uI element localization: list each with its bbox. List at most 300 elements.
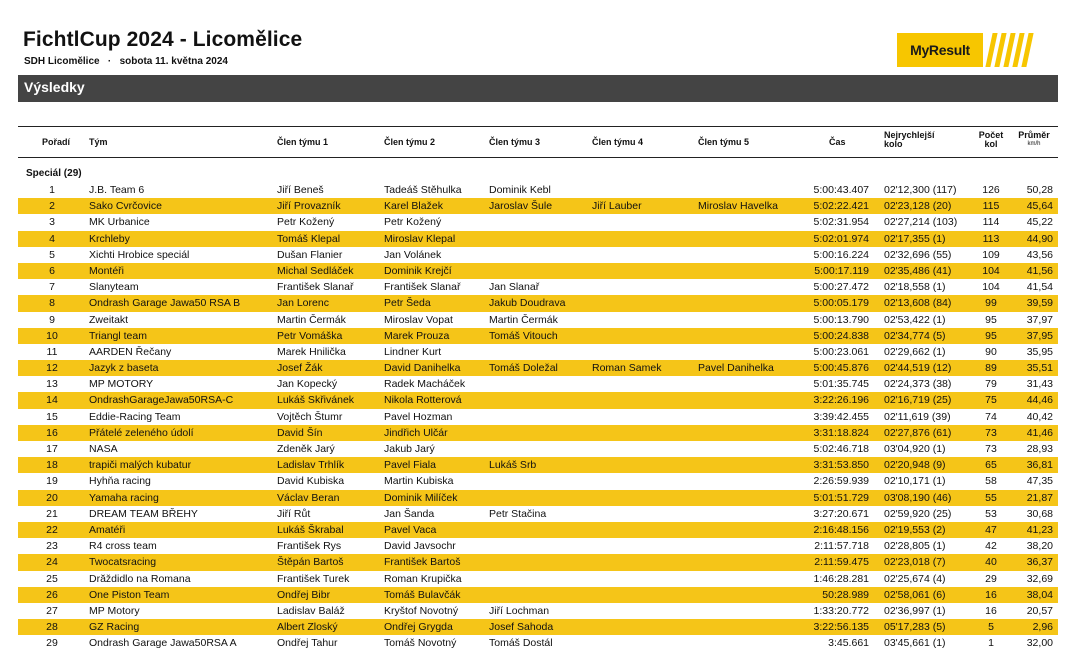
cell-laps: 73 — [985, 426, 997, 439]
col-member3-header: Člen týmu 3 — [489, 137, 541, 147]
cell-time: 2:16:48.156 — [813, 523, 869, 536]
cell-time: 5:00:16.224 — [813, 248, 869, 261]
cell-team: MP MOTORY — [89, 378, 154, 391]
cell-fastest-lap: 02'20,948 (9) — [884, 459, 946, 472]
cell-team: Přátelé zeleného údolí — [89, 426, 194, 439]
table-row — [18, 441, 1058, 457]
cell-team: GZ Racing — [89, 621, 140, 634]
table-row — [18, 182, 1058, 198]
table-row — [18, 587, 1058, 603]
cell-team: MK Urbanice — [89, 216, 150, 229]
col-member4-header: Člen týmu 4 — [592, 137, 644, 147]
table-row — [18, 603, 1058, 619]
cell-laps: 47 — [985, 523, 997, 536]
table-row — [18, 409, 1058, 425]
cell-member1: Jan Kopecký — [277, 378, 338, 391]
cell-team: Drăždidlo na Romana — [89, 572, 191, 585]
cell-average-speed: 50,28 — [1026, 184, 1053, 196]
table-row — [18, 247, 1058, 263]
table-row — [18, 554, 1058, 570]
cell-rank: 16 — [46, 426, 58, 439]
cell-time: 5:02:01.974 — [813, 232, 869, 245]
table-row — [18, 538, 1058, 554]
cell-team: Krchleby — [89, 232, 130, 245]
cell-laps: 99 — [985, 297, 997, 310]
table-row — [18, 473, 1058, 489]
cell-member2: Miroslav Klepal — [384, 232, 456, 245]
cell-member4: Roman Samek — [592, 362, 662, 375]
cell-fastest-lap: 02'58,061 (6) — [884, 588, 946, 601]
cell-average-speed: 45,22 — [1026, 216, 1053, 229]
cell-team: Triangl team — [89, 329, 147, 342]
table-row — [18, 425, 1058, 441]
cell-member1: Martin Čermák — [277, 313, 346, 326]
cell-team: OndrashGarageJawa50RSA-C — [89, 394, 234, 407]
cell-member1: František Slanař — [277, 281, 354, 294]
col-member5-header: Člen týmu 5 — [698, 137, 750, 147]
cell-team: AARDEN Řečany — [89, 345, 172, 358]
cell-rank: 15 — [46, 410, 58, 423]
table-row — [18, 522, 1058, 538]
cell-member2: Tomáš Bulavčák — [384, 588, 461, 601]
cell-time: 5:00:24.838 — [813, 329, 869, 342]
col-time-header: Čas — [829, 137, 846, 147]
cell-member3: Jiří Lochman — [489, 604, 550, 617]
cell-member3: Jaroslav Šule — [489, 200, 553, 213]
cell-average-speed: 2,96 — [1032, 621, 1053, 634]
table-row — [18, 312, 1058, 328]
cell-fastest-lap: 02'23,018 (7) — [884, 556, 946, 569]
cell-rank: 20 — [46, 491, 58, 504]
cell-member2: Lindner Kurt — [384, 345, 442, 358]
cell-laps: 16 — [985, 588, 997, 601]
page-title: FichtlCup 2024 - Licomělice — [23, 28, 303, 51]
col-avg-header-line1: Průměr — [1018, 130, 1050, 140]
cell-fastest-lap: 02'13,608 (84) — [884, 297, 952, 310]
cell-time: 3:31:18.824 — [813, 426, 869, 439]
cell-rank: 29 — [46, 637, 58, 650]
cell-fastest-lap: 02'53,422 (1) — [884, 313, 946, 326]
cell-member1: Vojtěch Štumr — [277, 410, 343, 423]
cell-member1: Albert Zloský — [277, 621, 338, 634]
cell-rank: 2 — [49, 200, 55, 213]
cell-rank: 23 — [46, 540, 58, 553]
cell-team: One Piston Team — [89, 588, 170, 601]
cell-rank: 28 — [46, 621, 58, 634]
cell-member3: Tomáš Dostál — [489, 637, 553, 650]
table-row — [18, 344, 1058, 360]
cell-rank: 8 — [49, 297, 55, 310]
cell-laps: 115 — [982, 200, 1000, 213]
cell-team: Xichti Hrobice speciál — [89, 248, 190, 261]
cell-fastest-lap: 02'29,662 (1) — [884, 345, 946, 358]
cell-time: 1:46:28.281 — [813, 572, 869, 585]
cell-fastest-lap: 02'28,805 (1) — [884, 540, 946, 553]
cell-time: 2:26:59.939 — [813, 475, 869, 488]
col-fastest-header — [884, 131, 935, 149]
cell-average-speed: 20,57 — [1026, 604, 1053, 617]
cell-time: 3:39:42.455 — [813, 410, 869, 423]
table-row — [18, 490, 1058, 506]
cell-laps: 90 — [985, 345, 997, 358]
cell-average-speed: 30,68 — [1026, 507, 1053, 520]
cell-average-speed: 21,87 — [1026, 491, 1053, 504]
cell-rank: 21 — [46, 507, 58, 520]
table-row — [18, 231, 1058, 247]
col-member1-header: Člen týmu 1 — [277, 137, 329, 147]
cell-team: Eddie-Racing Team — [89, 410, 181, 423]
cell-rank: 6 — [49, 264, 55, 277]
cell-laps: 65 — [985, 459, 997, 472]
cell-average-speed: 38,04 — [1026, 588, 1053, 601]
cell-member1: Dušan Flanier — [277, 248, 343, 261]
col-team-header: Tým — [89, 137, 108, 147]
cell-member1: Jiří Beneš — [277, 184, 324, 196]
cell-team: Ondrash Garage Jawa50RSA A — [89, 637, 237, 650]
cell-member2: Pavel Hozman — [384, 410, 453, 423]
cell-fastest-lap: 02'18,558 (1) — [884, 281, 946, 294]
cell-rank: 9 — [49, 313, 55, 326]
cell-member1: Jan Lorenc — [277, 297, 329, 310]
cell-member5: Miroslav Havelka — [698, 200, 778, 213]
cell-rank: 26 — [46, 588, 58, 601]
cell-rank: 17 — [46, 443, 58, 455]
cell-member2: Petr Šeda — [384, 297, 431, 310]
cell-member1: Václav Beran — [277, 491, 340, 504]
cell-team: DREAM TEAM BŘEHY — [89, 507, 198, 520]
cell-time: 5:00:43.407 — [813, 184, 869, 196]
cell-laps: 58 — [985, 475, 997, 488]
cell-member1: Zdeněk Jarý — [277, 443, 335, 455]
cell-average-speed: 41,46 — [1026, 426, 1053, 439]
results-rows — [18, 182, 1058, 651]
cell-member3: Josef Sahoda — [489, 621, 554, 634]
cell-laps: 104 — [982, 264, 1000, 277]
cell-rank: 24 — [46, 556, 58, 569]
cell-average-speed: 32,69 — [1026, 572, 1053, 585]
cell-fastest-lap: 03'08,190 (46) — [884, 491, 952, 504]
cell-team: R4 cross team — [89, 540, 157, 553]
cell-member2: Karel Blažek — [384, 200, 443, 213]
cell-member2: Ondřej Grygda — [384, 621, 453, 634]
cell-member3: Jakub Doudrava — [489, 297, 566, 310]
table-row — [18, 328, 1058, 344]
cell-team: Jazyk z baseta — [89, 362, 159, 375]
cell-member1: Ondřej Tahur — [277, 637, 338, 650]
cell-rank: 12 — [46, 362, 58, 375]
col-laps-header — [973, 131, 1009, 149]
table-row — [18, 457, 1058, 473]
cell-average-speed: 36,37 — [1026, 556, 1053, 569]
cell-fastest-lap: 02'35,486 (41) — [884, 264, 952, 277]
cell-laps: 109 — [982, 248, 1000, 261]
cell-fastest-lap: 03'45,661 (1) — [884, 637, 946, 650]
table-row — [18, 360, 1058, 376]
table-row — [18, 619, 1058, 635]
cell-fastest-lap: 02'25,674 (4) — [884, 572, 946, 585]
cell-team: J.B. Team 6 — [89, 184, 145, 196]
cell-average-speed: 35,95 — [1026, 345, 1053, 358]
cell-member1: Jiří Růt — [277, 507, 311, 520]
cell-fastest-lap: 02'59,920 (25) — [884, 507, 952, 520]
cell-laps: 126 — [982, 184, 1000, 196]
cell-member2: Jan Volánek — [384, 248, 442, 261]
cell-time: 50:28.989 — [822, 588, 869, 601]
cell-team: Hyhňa racing — [89, 475, 151, 488]
cell-time: 5:00:23.061 — [813, 345, 869, 358]
cell-fastest-lap: 02'10,171 (1) — [884, 475, 946, 488]
cell-average-speed: 37,95 — [1026, 329, 1053, 342]
cell-member1: Ondřej Bibr — [277, 588, 331, 601]
table-row — [18, 571, 1058, 587]
cell-average-speed: 31,43 — [1026, 378, 1053, 391]
cell-rank: 3 — [49, 216, 55, 229]
table-header — [18, 126, 1058, 158]
cell-member1: Petr Vomáška — [277, 329, 343, 342]
cell-rank: 27 — [46, 604, 58, 617]
cell-member2: Jakub Jarý — [384, 443, 435, 455]
cell-member1: Lukáš Škrabal — [277, 523, 344, 536]
cell-laps: 5 — [988, 621, 994, 634]
cell-member1: Štěpán Bartoš — [277, 556, 344, 569]
cell-laps: 40 — [985, 556, 997, 569]
cell-average-speed: 44,90 — [1026, 232, 1053, 245]
cell-fastest-lap: 03'04,920 (1) — [884, 443, 946, 455]
cell-fastest-lap: 02'17,355 (1) — [884, 232, 946, 245]
cell-member2: Tomáš Novotný — [384, 637, 457, 650]
cell-member3: Petr Stačina — [489, 507, 547, 520]
cell-team: Montéři — [89, 264, 125, 277]
cell-laps: 29 — [985, 572, 997, 585]
cell-member2: David Danihelka — [384, 362, 461, 375]
cell-laps: 53 — [985, 507, 997, 520]
cell-member5: Pavel Danihelka — [698, 362, 774, 375]
cell-fastest-lap: 02'27,876 (61) — [884, 426, 952, 439]
cell-time: 1:33:20.772 — [813, 604, 869, 617]
cell-laps: 95 — [985, 313, 997, 326]
cell-average-speed: 38,20 — [1026, 540, 1053, 553]
cell-time: 5:00:27.472 — [813, 281, 869, 294]
cell-time: 5:01:35.745 — [813, 378, 869, 391]
cell-member2: Jan Šanda — [384, 507, 435, 520]
cell-member2: František Slanař — [384, 281, 461, 294]
col-laps-header-line2: kol — [984, 139, 998, 149]
cell-average-speed: 28,93 — [1026, 443, 1053, 455]
cell-average-speed: 40,42 — [1026, 410, 1053, 423]
cell-laps: 74 — [985, 410, 997, 423]
cell-laps: 104 — [982, 281, 1000, 294]
cell-laps: 113 — [982, 232, 1000, 245]
cell-laps: 75 — [985, 394, 997, 407]
cell-average-speed: 39,59 — [1026, 297, 1053, 310]
cell-member3: Lukáš Srb — [489, 459, 537, 472]
cell-member3: Jan Slanař — [489, 281, 540, 294]
cell-member3: Tomáš Vitouch — [489, 329, 558, 342]
cell-laps: 89 — [985, 362, 997, 375]
cell-fastest-lap: 02'32,696 (55) — [884, 248, 952, 261]
cell-rank: 11 — [46, 345, 58, 358]
cell-average-speed: 45,64 — [1026, 200, 1053, 213]
cell-team: Slanyteam — [89, 281, 139, 294]
cell-average-speed: 41,56 — [1026, 264, 1053, 277]
cell-rank: 22 — [46, 523, 58, 536]
cell-time: 5:02:31.954 — [813, 216, 869, 229]
cell-fastest-lap: 02'27,214 (103) — [884, 216, 958, 229]
cell-rank: 4 — [49, 232, 55, 245]
cell-laps: 42 — [985, 540, 997, 553]
cell-average-speed: 41,54 — [1026, 281, 1053, 294]
cell-member2: Nikola Rotterová — [384, 394, 462, 407]
cell-team: Zweitakt — [89, 313, 129, 326]
cell-laps: 114 — [982, 216, 1000, 229]
logo-text: MyResult — [897, 33, 983, 67]
cell-fastest-lap: 02'23,128 (20) — [884, 200, 952, 213]
cell-laps: 16 — [985, 604, 997, 617]
cell-fastest-lap: 02'19,553 (2) — [884, 523, 946, 536]
cell-member1: Petr Kožený — [277, 216, 335, 229]
cell-member2: Dominik Milíček — [384, 491, 458, 504]
cell-member1: Ladislav Trhlík — [277, 459, 345, 472]
cell-team: Sako Cvrčovice — [89, 200, 162, 213]
cell-member1: František Turek — [277, 572, 350, 585]
col-laps-header-line1: Počet — [978, 130, 1004, 140]
cell-average-speed: 32,00 — [1026, 637, 1053, 650]
cell-rank: 5 — [49, 248, 55, 261]
cell-member3: Tomáš Doležal — [489, 362, 558, 375]
cell-member1: Michal Sedláček — [277, 264, 354, 277]
cell-fastest-lap: 02'11,619 (39) — [884, 410, 951, 423]
cell-rank: 18 — [46, 459, 58, 472]
cell-time: 2:11:57.718 — [814, 540, 869, 553]
cell-team: Yamaha racing — [89, 491, 159, 504]
cell-fastest-lap: 02'24,373 (38) — [884, 378, 952, 391]
cell-fastest-lap: 02'12,300 (117) — [884, 184, 957, 196]
cell-laps: 95 — [985, 329, 997, 342]
cell-member2: Radek Macháček — [384, 378, 466, 391]
cell-member3: Dominik Kebl — [489, 184, 551, 196]
cell-member2: Kryštof Novotný — [384, 604, 459, 617]
table-row — [18, 198, 1058, 214]
cell-rank: 1 — [49, 184, 55, 196]
cell-team: Ondrash Garage Jawa50 RSA B — [89, 297, 241, 310]
cell-team: NASA — [89, 443, 118, 455]
results-table — [18, 126, 1058, 651]
table-row — [18, 295, 1058, 311]
table-row — [18, 376, 1058, 392]
col-fastest-header-line1: Nejrychlejší — [884, 130, 935, 140]
cell-time: 5:00:45.876 — [813, 362, 869, 375]
cell-member2: Pavel Vaca — [384, 523, 437, 536]
cell-member2: Miroslav Vopat — [384, 313, 453, 326]
col-rank-header: Pořadí — [42, 137, 71, 147]
cell-member1: David Kubiska — [277, 475, 345, 488]
cell-team: trapiči malých kubatur — [89, 459, 192, 472]
cell-time: 3:45.661 — [828, 637, 869, 650]
cell-laps: 73 — [985, 443, 997, 455]
cell-fastest-lap: 02'36,997 (1) — [884, 604, 946, 617]
cell-member2: Martin Kubiska — [384, 475, 454, 488]
cell-member1: David Šín — [277, 426, 323, 439]
cell-time: 5:02:22.421 — [813, 200, 869, 213]
cell-average-speed: 35,51 — [1026, 362, 1053, 375]
event-subtitle: SDH Licomělice · sobota 11. května 2024 — [24, 56, 228, 67]
cell-average-speed: 41,23 — [1026, 523, 1053, 536]
col-avg-header — [1014, 131, 1054, 149]
cell-team: MP Motory — [89, 604, 140, 617]
cell-member2: Roman Krupička — [384, 572, 462, 585]
cell-time: 3:22:56.135 — [813, 621, 869, 634]
cell-average-speed: 47,35 — [1026, 475, 1053, 488]
myresult-logo — [897, 33, 1030, 67]
cell-time: 5:01:51.729 — [813, 491, 869, 504]
cell-member1: Josef Žák — [277, 362, 323, 375]
cell-time: 2:11:59.475 — [814, 556, 869, 569]
cell-member1: Tomáš Klepal — [277, 232, 341, 245]
col-fastest-header-line2: kolo — [884, 139, 903, 149]
cell-member1: František Rys — [277, 540, 342, 553]
cell-member3: Martin Čermák — [489, 313, 558, 326]
cell-fastest-lap: 02'44,519 (12) — [884, 362, 952, 375]
category-group-label: Speciál (29) — [26, 168, 82, 179]
cell-rank: 7 — [49, 281, 55, 294]
table-row — [18, 214, 1058, 230]
cell-rank: 10 — [46, 329, 58, 342]
cell-member1: Ladislav Baláž — [277, 604, 345, 617]
section-title-bar: Výsledky — [18, 75, 1058, 102]
cell-average-speed: 36,81 — [1026, 459, 1053, 472]
cell-fastest-lap: 05'17,283 (5) — [884, 621, 946, 634]
col-member2-header: Člen týmu 2 — [384, 137, 436, 147]
cell-member2: Marek Prouza — [384, 329, 450, 342]
cell-member2: Pavel Fiala — [384, 459, 436, 472]
cell-rank: 25 — [46, 572, 58, 585]
cell-time: 5:00:13.790 — [813, 313, 869, 326]
cell-rank: 14 — [46, 394, 58, 407]
cell-average-speed: 37,97 — [1026, 313, 1053, 326]
cell-time: 5:00:17.119 — [814, 264, 869, 277]
cell-member2: David Javsochr — [384, 540, 456, 553]
cell-time: 3:22:26.196 — [813, 394, 869, 407]
cell-member4: Jiří Lauber — [592, 200, 642, 213]
cell-fastest-lap: 02'34,774 (5) — [884, 329, 946, 342]
cell-team: Amatéři — [89, 523, 126, 536]
cell-time: 5:02:46.718 — [813, 443, 869, 455]
cell-member2: Jindřich Ulčár — [384, 426, 448, 439]
cell-laps: 79 — [985, 378, 997, 391]
cell-average-speed: 43,56 — [1026, 248, 1053, 261]
cell-member2: Tadeáš Stěhulka — [384, 184, 462, 196]
cell-fastest-lap: 02'16,719 (25) — [884, 394, 952, 407]
cell-time: 3:31:53.850 — [813, 459, 869, 472]
table-row — [18, 635, 1058, 651]
cell-laps: 1 — [988, 637, 994, 650]
cell-rank: 19 — [46, 475, 58, 488]
cell-team: Twocatsracing — [89, 556, 157, 569]
cell-laps: 55 — [985, 491, 997, 504]
cell-member2: Dominik Krejčí — [384, 264, 452, 277]
cell-member2: Petr Kožený — [384, 216, 442, 229]
cell-member1: Jiří Provazník — [277, 200, 341, 213]
cell-member2: František Bartoš — [384, 556, 461, 569]
cell-average-speed: 44,46 — [1026, 394, 1053, 407]
cell-time: 3:27:20.671 — [813, 507, 869, 520]
cell-time: 5:00:05.179 — [813, 297, 869, 310]
table-row — [18, 506, 1058, 522]
table-row — [18, 392, 1058, 408]
table-row — [18, 279, 1058, 295]
cell-member1: Lukáš Skřivánek — [277, 394, 355, 407]
col-avg-header-line2: km/h — [1027, 141, 1041, 147]
